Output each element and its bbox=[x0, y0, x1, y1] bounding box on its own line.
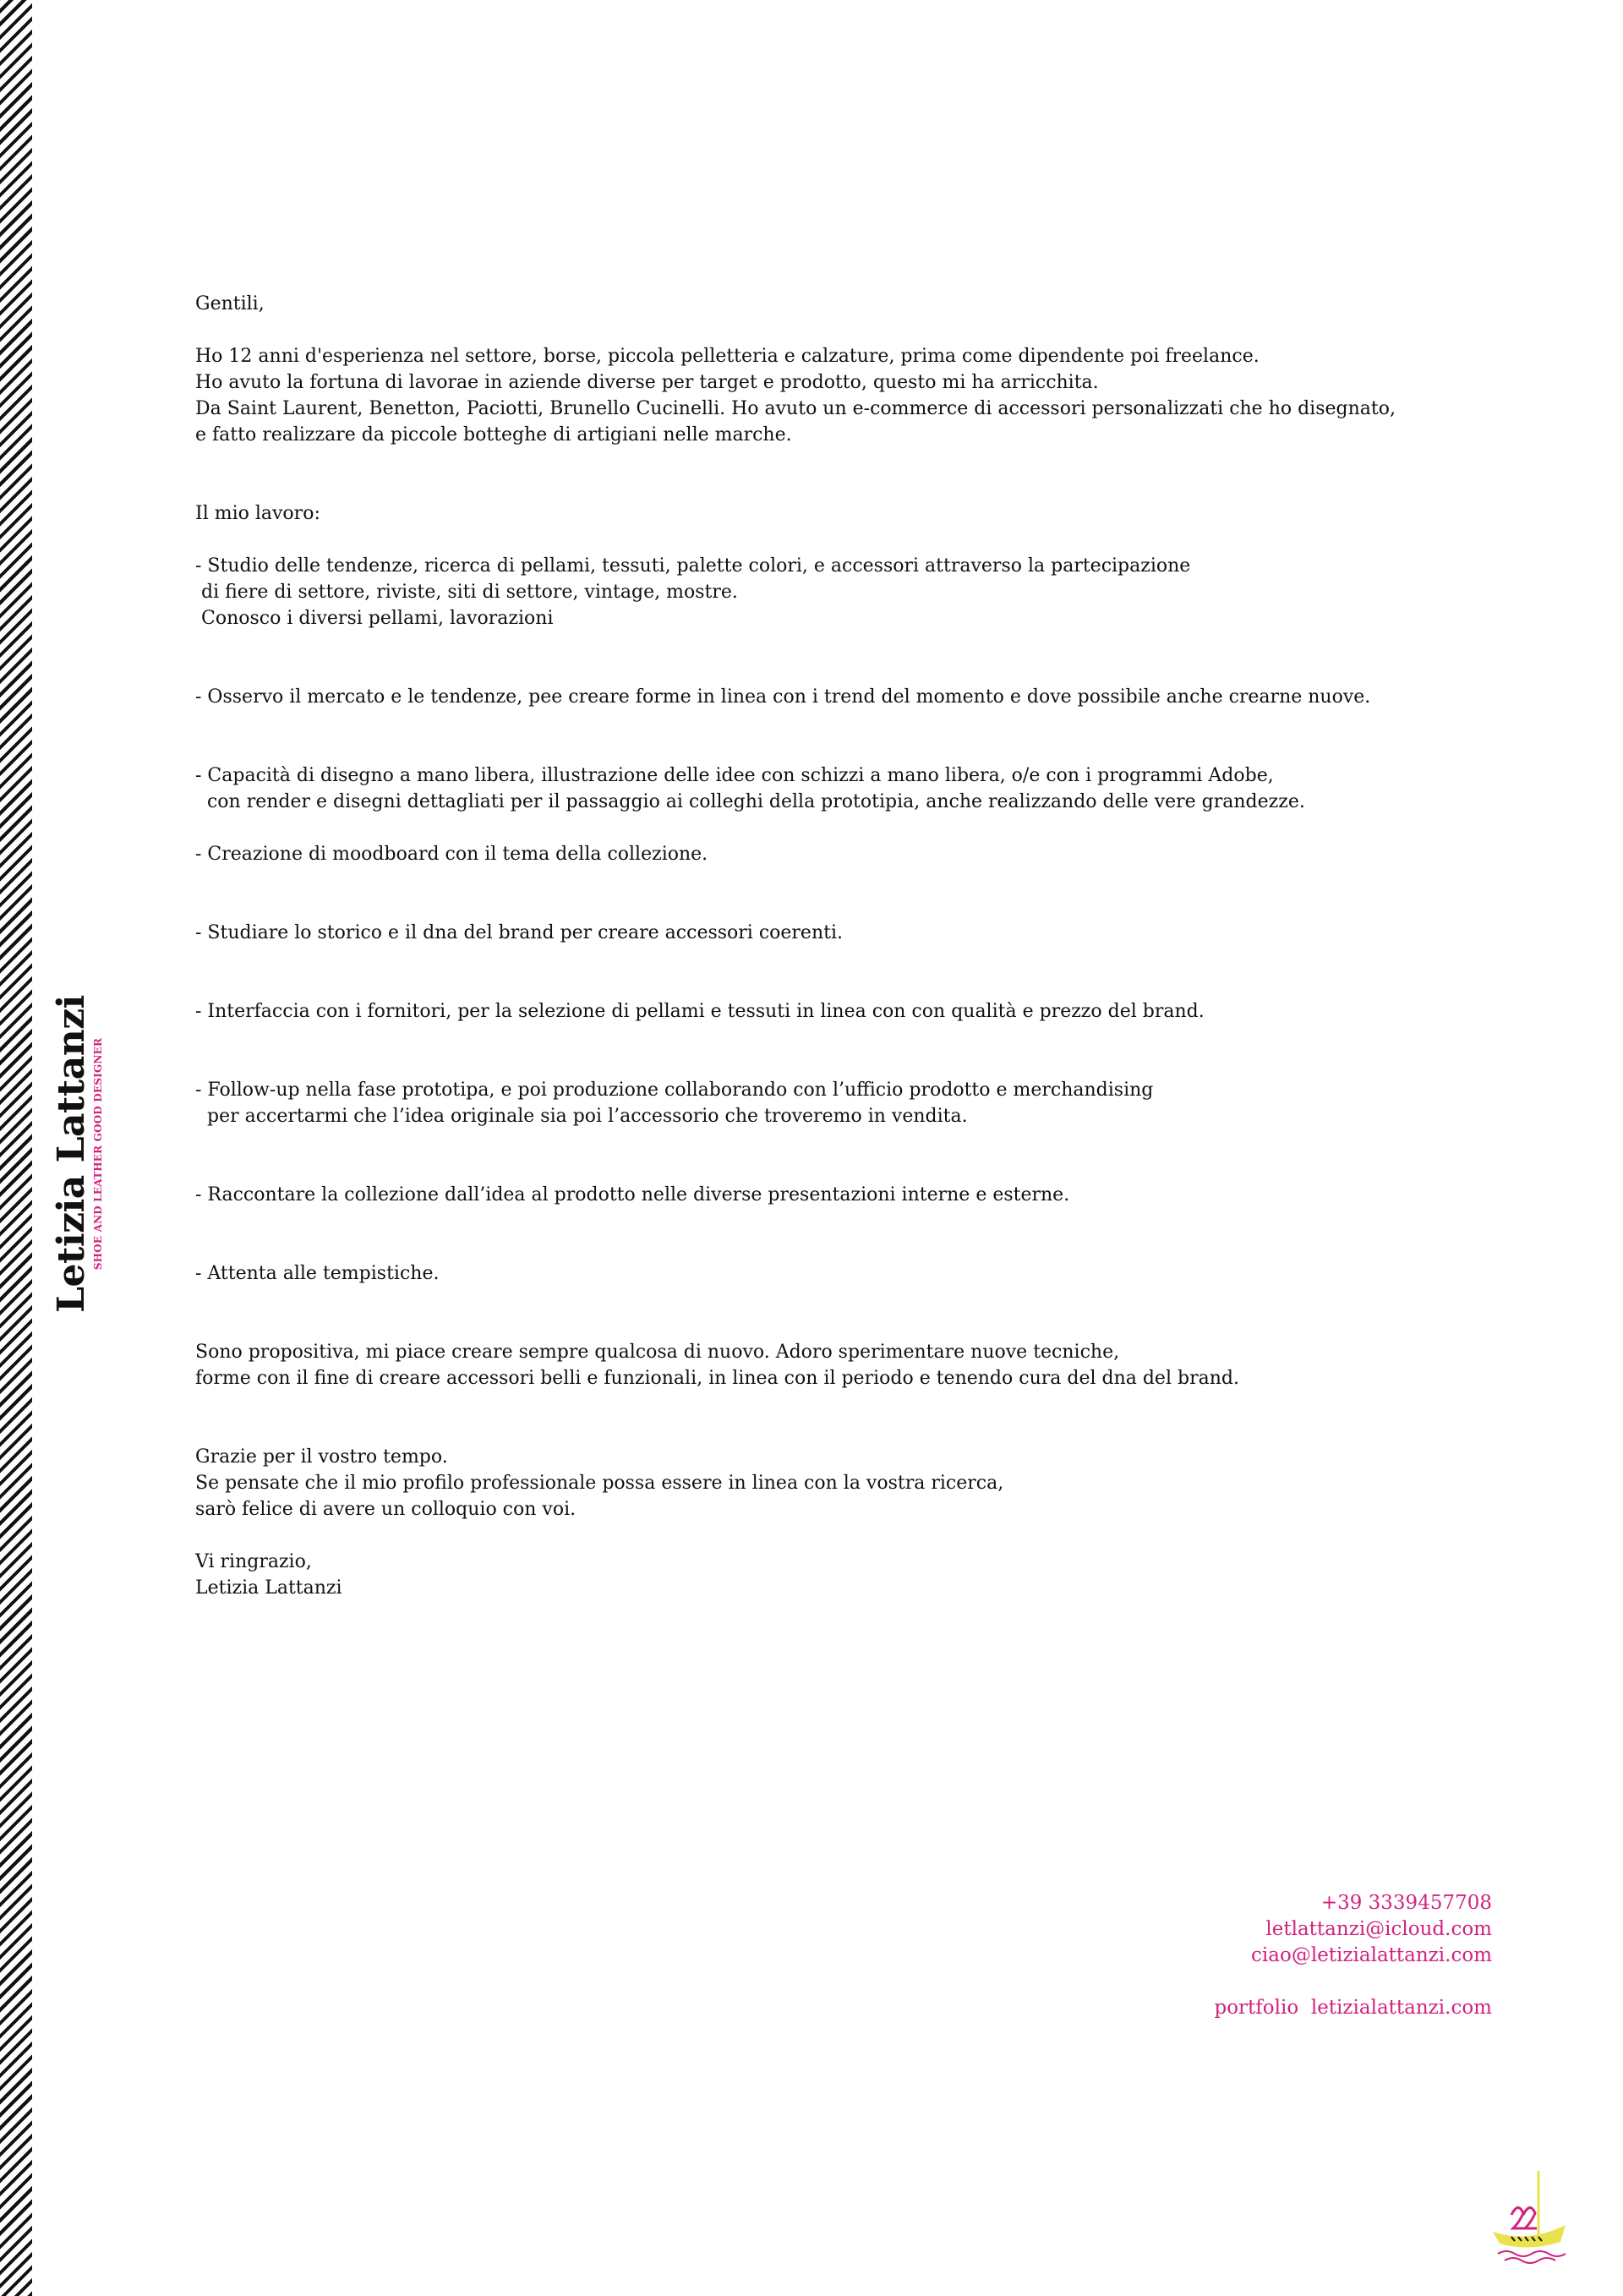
contact-phone[interactable]: +39 3339457708 bbox=[1320, 1892, 1492, 1914]
brand-subtitle: SHOE AND LEATHER GOOD DESIGNER bbox=[92, 1037, 104, 1271]
letter-greeting: Gentili, bbox=[195, 293, 265, 314]
portfolio-link[interactable]: portfolio letizialattanzi.com bbox=[1214, 1997, 1492, 2019]
boat-monogram-logo-icon bbox=[1486, 2164, 1571, 2266]
brand-name: Letizia Lattanzi bbox=[50, 995, 93, 1313]
work-item: - Creazione di moodboard con il tema della collezione. bbox=[195, 844, 708, 865]
closing-thanks: Grazie per il vostro tempo. Se pensate che il mio profilo professionale possa essere in linea con la vostra ricerca, sarò felice di avere un colloquio con voi. bbox=[195, 1446, 1004, 1520]
work-heading: Il mio lavoro: bbox=[195, 503, 320, 524]
contact-email-secondary[interactable]: ciao@letizialattanzi.com bbox=[1251, 1944, 1492, 1966]
work-item: - Interfaccia con i fornitori, per la selezione di pellami e tessuti in linea con con qualità e prezzo del brand. bbox=[195, 1001, 1205, 1022]
work-item: - Capacità di disegno a mano libera, illustrazione delle idee con schizzi a mano libera, o/e con i programmi Adobe, con render e disegni dettagliati per il passaggio ai colleghi della prototipia, anche realizzando delle vere grandezze. bbox=[195, 765, 1305, 812]
work-item: - Studiare lo storico e il dna del brand per creare accessori coerenti. bbox=[195, 922, 843, 943]
letter-intro: Ho 12 anni d'esperienza nel settore, borse, piccola pelletteria e calzature, prima come dipendente poi freelance. Ho avuto la fortuna di lavorae in aziende diverse per target e prodotto, questo mi ha arricchita. Da Saint Laurent, Benetton, Paciotti, Brunello Cucinelli. Ho avuto un e-commerce di accessori personalizzati che ho disegnato, e fatto realizzare da piccole botteghe di artigiani nelle marche. bbox=[195, 346, 1396, 446]
cover-letter bbox=[195, 291, 1463, 1601]
work-item: - Studio delle tendenze, ricerca di pellami, tessuti, palette colori, e accessori attraverso la partecipazione di fiere di settore, riviste, siti di settore, vintage, mostre. Conosco i diversi pellami, lavorazioni bbox=[195, 555, 1191, 629]
closing-paragraph: Sono propositiva, mi piace creare sempre qualcosa di nuovo. Adoro sperimentare nuove tecniche, forme con il fine di creare accessori belli e funzionali, in linea con il periodo e tenendo cura del dna del brand. bbox=[195, 1342, 1239, 1389]
contact-block bbox=[1214, 1890, 1492, 2021]
signature: Vi ringrazio, Letizia Lattanzi bbox=[195, 1551, 342, 1599]
contact-spacer bbox=[1214, 1969, 1492, 1995]
work-item: - Raccontare la collezione dall’idea al prodotto nelle diverse presentazioni interne e esterne. bbox=[195, 1184, 1070, 1205]
work-item: - Attenta alle tempistiche. bbox=[195, 1263, 440, 1284]
striped-border bbox=[0, 0, 32, 2296]
contact-email[interactable]: letlattanzi@icloud.com bbox=[1265, 1918, 1492, 1940]
work-item: - Follow-up nella fase prototipa, e poi produzione collaborando con l’ufficio prodotto e merchandising per accertarmi che l’idea originale sia poi l’accessorio che troveremo in vendita. bbox=[195, 1080, 1154, 1127]
work-item: - Osservo il mercato e le tendenze, pee creare forme in linea con i trend del momento e dove possibile anche crearne nuove. bbox=[195, 686, 1371, 708]
brand-block bbox=[49, 995, 108, 1313]
